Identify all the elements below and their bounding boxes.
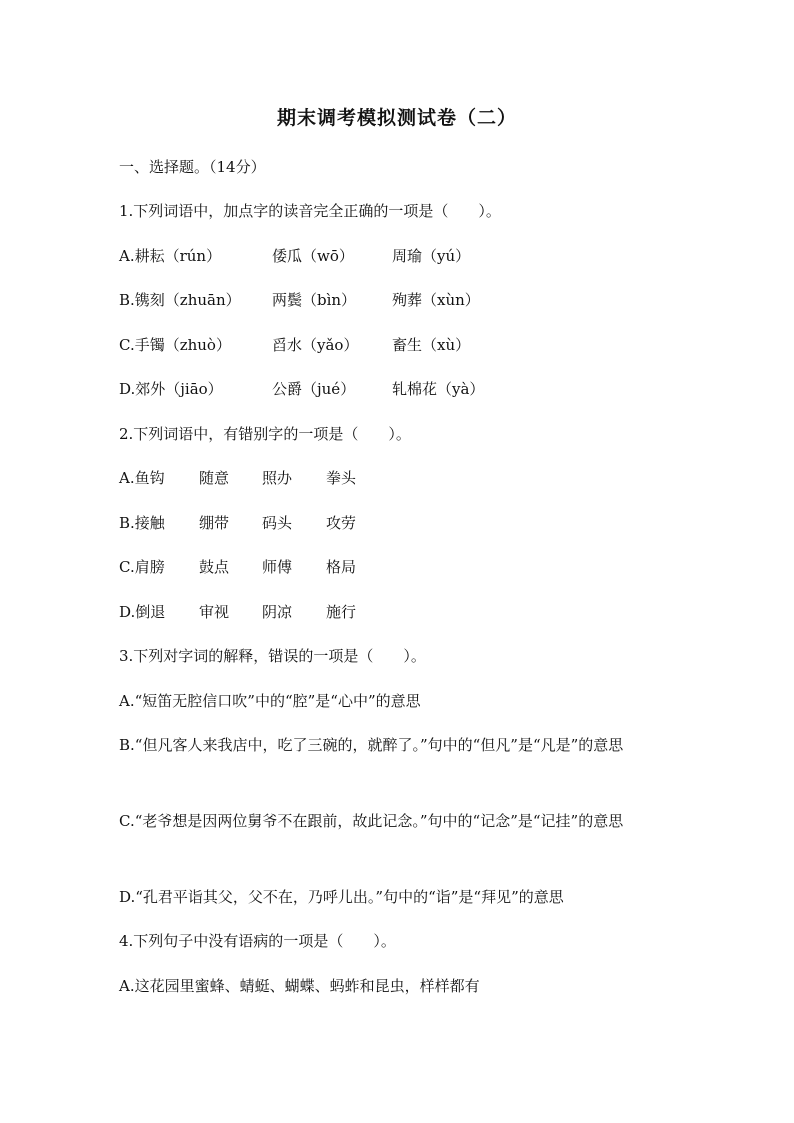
option-term: 舀水（yǎo） (272, 336, 359, 354)
option-term: 畜生（xù） (392, 336, 471, 354)
question-3-option-a: A.“短笛无腔信口吹”中的“腔”是“心中”的意思 (119, 692, 421, 710)
option-term: 两鬓（bìn） (272, 291, 357, 309)
option-term: 审视 (199, 603, 230, 621)
question-3-stem: 3.下列对字词的解释，错误的一项是（ ）。 (119, 647, 426, 665)
option-term: 格局 (326, 558, 357, 576)
option-term: D.郊外（jiāo） (119, 380, 223, 398)
question-1-stem: 1.下列词语中，加点字的读音完全正确的一项是（ ）。 (119, 202, 501, 220)
option-term: 倭瓜（wō） (272, 247, 354, 265)
question-2-option-b (119, 512, 356, 534)
option-term: 施行 (326, 603, 357, 621)
option-term: 拳头 (326, 469, 357, 487)
option-term: 公爵（jué） (272, 380, 356, 398)
question-2-stem: 2.下列词语中，有错别字的一项是（ ）。 (119, 425, 411, 443)
option-term: 师傅 (262, 558, 293, 576)
option-term: 攻劳 (326, 514, 357, 532)
option-term: 码头 (262, 514, 293, 532)
option-term: B.镌刻（zhuān） (119, 291, 241, 309)
option-term: A.鱼钩 (119, 469, 165, 487)
question-1-option-c (119, 334, 470, 356)
option-term: 随意 (199, 469, 230, 487)
question-2-option-c (119, 556, 356, 578)
question-1-option-b (119, 289, 480, 311)
option-term: 照办 (262, 469, 293, 487)
option-term: 周瑜（yú） (392, 247, 471, 265)
question-1-option-d (119, 378, 484, 400)
option-term: 轧棉花（yà） (392, 380, 485, 398)
option-term: A.耕耘（rún） (119, 247, 222, 265)
question-2-option-a (119, 467, 356, 489)
question-3-option-b: B.“但凡客人来我店中，吃了三碗的，就醉了。”句中的“但凡”是“凡是”的意思 (119, 736, 624, 754)
question-4-option-a: A.这花园里蜜蜂、蜻蜓、蝴蝶、蚂蚱和昆虫，样样都有 (119, 977, 480, 995)
question-2-option-d (119, 601, 356, 623)
page-title: 期末调考模拟测试卷（二） (276, 107, 517, 129)
section-heading: 一、选择题。（14分） (119, 158, 266, 176)
option-term: C.手镯（zhuò） (119, 336, 231, 354)
option-term: 绷带 (199, 514, 230, 532)
option-term: 殉葬（xùn） (392, 291, 480, 309)
option-term: 阴凉 (262, 603, 293, 621)
question-3-option-c: C.“老爷想是因两位舅爷不在跟前，故此记念。”句中的“记念”是“记挂”的意思 (119, 812, 624, 830)
question-3-option-d: D.“孔君平诣其父，父不在，乃呼儿出。”句中的“诣”是“拜见”的意思 (119, 888, 564, 906)
option-term: B.接触 (119, 514, 165, 532)
option-term: 鼓点 (199, 558, 230, 576)
question-4-stem: 4.下列句子中没有语病的一项是（ ）。 (119, 932, 396, 950)
option-term: C.肩膀 (119, 558, 165, 576)
question-1-option-a (119, 245, 470, 267)
option-term: D.倒退 (119, 603, 166, 621)
